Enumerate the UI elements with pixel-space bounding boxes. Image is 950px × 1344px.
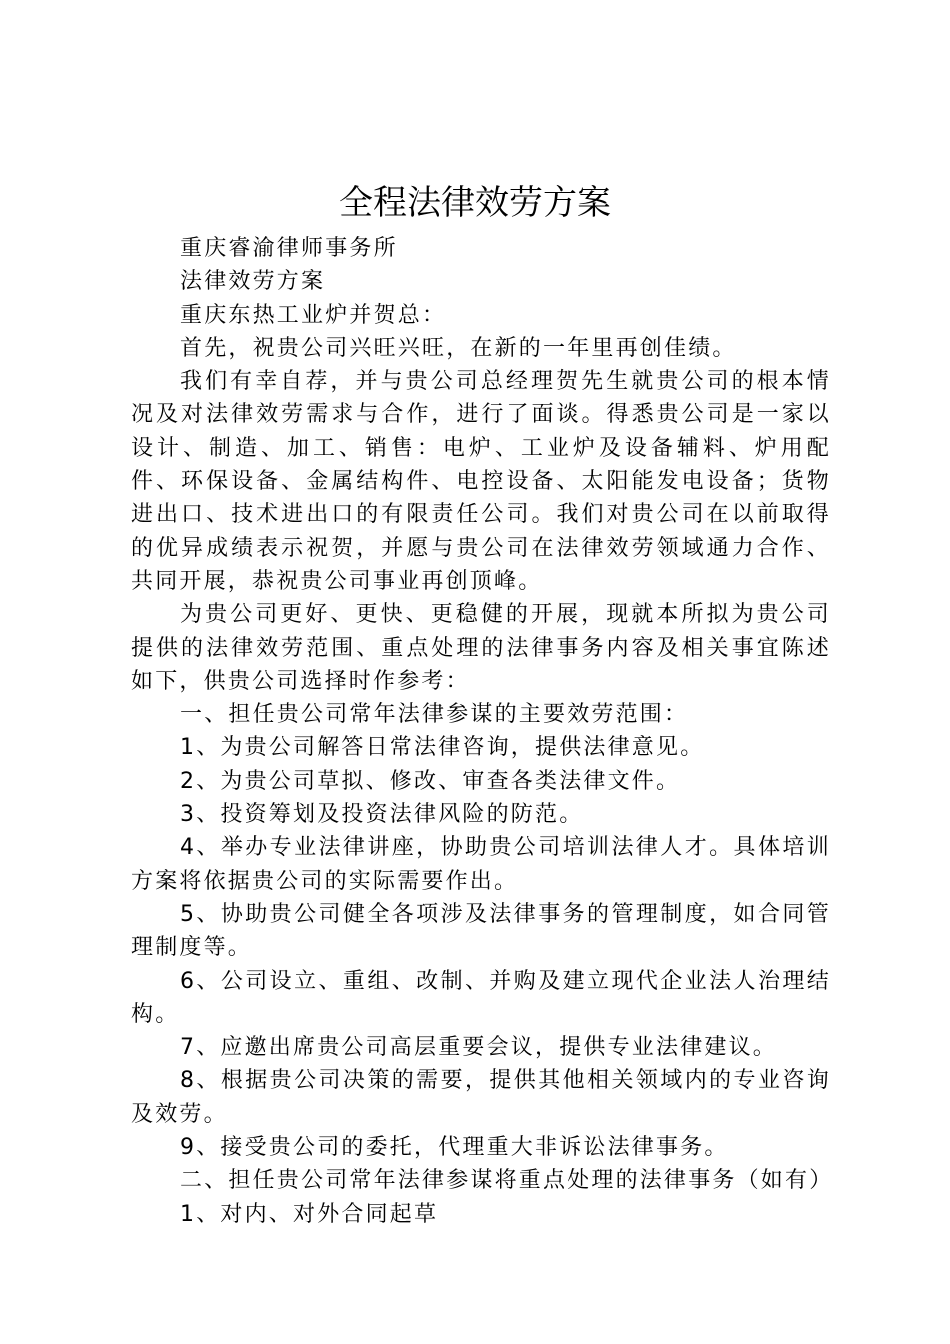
paragraph-purpose: 为贵公司更好、更快、更稳健的开展，现就本所拟为贵公司提供的法律效劳范围、重点处理的法律事务内容及相关事宜陈述如下，供贵公司选择时作参考： — [131, 602, 831, 694]
list-item: 5、协助贵公司健全各项涉及法律事务的管理制度，如合同管理制度等。 — [131, 901, 831, 961]
paragraph-law-firm: 重庆睿渝律师事务所 — [180, 236, 398, 261]
section-heading-key-matters: 二、担任贵公司常年法律参谋将重点处理的法律事务（如有） — [180, 1168, 834, 1194]
paragraph-introduction: 我们有幸自荐，并与贵公司总经理贺先生就贵公司的根本情况及对法律效劳需求与合作，进行了面谈。得悉贵公司是一家以设计、制造、加工、销售：电炉、工业炉及设备辅料、炉用配件、环保设备、金属结构件、电控设备、太阳能发电设备；货物进出口、技术进出口的有限责任公司。我们对贵公司在以前取得的优异成绩表示祝贺，并愿与贵公司在法律效劳领域通力合作、共同开展，恭祝贵公司事业再创顶峰。 — [131, 369, 831, 594]
list-item: 1、对内、对外合同起草 — [180, 1201, 439, 1227]
list-item: 6、公司设立、重组、改制、并购及建立现代企业法人治理结构。 — [131, 968, 831, 1027]
list-item: 9、接受贵公司的委托，代理重大非诉讼法律事务。 — [180, 1135, 729, 1161]
list-item: 8、根据贵公司决策的需要，提供其他相关领域内的专业咨询及效劳。 — [131, 1068, 831, 1127]
paragraph-plan-name: 法律效劳方案 — [180, 269, 326, 295]
document-body — [131, 232, 834, 1231]
section-heading-scope: 一、担任贵公司常年法律参谋的主要效劳范围： — [180, 702, 689, 728]
list-item: 4、举办专业法律讲座，协助贵公司培训法律人才。具体培训方案将依据贵公司的实际需要作出。 — [131, 835, 831, 894]
paragraph-greeting: 首先，祝贵公司兴旺兴旺，在新的一年里再创佳绩。 — [180, 335, 737, 361]
list-item: 2、为贵公司草拟、修改、审查各类法律文件。 — [180, 768, 681, 794]
list-item: 1、为贵公司解答日常法律咨询，提供法律意见。 — [180, 735, 705, 761]
list-item: 3、投资筹划及投资法律风险的防范。 — [180, 802, 584, 828]
list-item: 7、应邀出席贵公司高层重要会议，提供专业法律建议。 — [180, 1035, 777, 1061]
paragraph-salutation: 重庆东热工业炉并贺总： — [180, 302, 447, 328]
document-title: 全程法律效劳方案 — [339, 183, 611, 223]
